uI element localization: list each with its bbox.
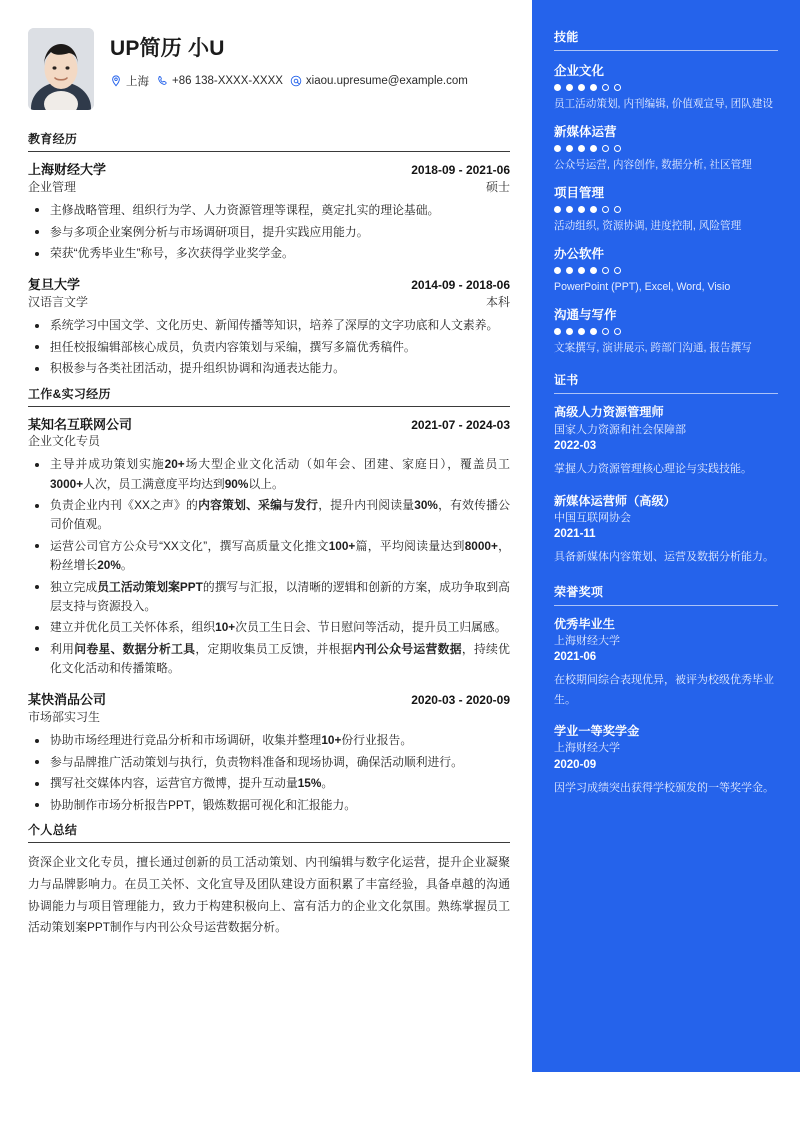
bullet-item: 主修战略管理、组织行为学、人力资源管理等课程，奠定扎实的理论基础。 <box>28 201 510 220</box>
skill-level-dot <box>554 267 561 274</box>
bullet-item: 参与多项企业案例分析与市场调研项目，提升实践应用能力。 <box>28 223 510 242</box>
skill-name: 企业文化 <box>554 64 605 78</box>
skill-level-dot <box>566 328 573 335</box>
entry-role: 市场部实习生 <box>28 709 101 724</box>
bullet-item: 参与品牌推广活动策划与执行，负责物料准备和现场协调，确保活动顺利进行。 <box>28 753 510 772</box>
award-date: 2020-09 <box>554 758 597 771</box>
work-entries <box>28 416 510 816</box>
skill-item <box>554 244 778 295</box>
entry-organization: 复旦大学 <box>28 277 81 293</box>
entry-subheader <box>28 433 510 450</box>
contact-email-text: xiaou.upresume@example.com <box>305 75 468 88</box>
page-title: UP简历 小U <box>110 37 225 60</box>
award-description: 因学习成绩突出获得学校颁发的一等奖学金。 <box>554 781 774 794</box>
skill-list <box>554 61 778 356</box>
skill-level-dot <box>590 145 597 152</box>
sidebar-title-certificates: 证书 <box>554 371 778 394</box>
bullet-item: 撰写社交媒体内容，运营官方微博，提升互动量15%。 <box>28 774 510 793</box>
entry-header <box>28 416 510 434</box>
avatar <box>28 28 94 110</box>
contact-location <box>110 73 149 89</box>
bullet-item: 系统学习中国文学、文化历史、新闻传播等知识，培养了深厚的文字功底和人文素养。 <box>28 316 510 335</box>
certificate-date: 2021-11 <box>554 528 596 541</box>
certificate-list <box>554 404 778 567</box>
skill-item <box>554 122 778 173</box>
award-name: 学业一等奖学金 <box>554 723 640 738</box>
sidebar-title-skills: 技能 <box>554 28 778 51</box>
skill-level-dot <box>614 328 621 335</box>
certificate-item <box>554 404 778 479</box>
entry-organization: 某知名互联网公司 <box>28 416 133 432</box>
bullet-item: 荣获“优秀毕业生”称号，多次获得学业奖学金。 <box>28 244 510 263</box>
bullet-item: 建立并优化员工关怀体系，组织10+次员工生日会、节日慰问等活动，提升员工归属感。 <box>28 618 510 637</box>
email-at-icon <box>290 75 302 87</box>
skill-level-dot <box>554 84 561 91</box>
skill-item <box>554 61 778 112</box>
skill-level-dot <box>554 145 561 152</box>
bullet-item: 协助市场经理进行竞品分析和市场调研，收集并整理10+份行业报告。 <box>28 731 510 750</box>
award-list <box>554 616 778 798</box>
location-pin-icon <box>110 75 122 87</box>
education-entries <box>28 161 510 379</box>
skill-level-dot <box>578 84 585 91</box>
award-item <box>554 616 778 710</box>
skill-level-dot <box>590 267 597 274</box>
skill-level-meter <box>554 267 778 274</box>
entry-date: 2014-09 - 2018-06 <box>411 278 510 293</box>
skill-level-dot <box>590 84 597 91</box>
skill-level-dot <box>578 267 585 274</box>
award-date: 2021-06 <box>554 651 597 664</box>
skill-name: 项目管理 <box>554 186 605 201</box>
entry-subheader <box>28 709 510 726</box>
entry-role: 汉语言文学 <box>28 294 89 309</box>
certificate-date: 2022-03 <box>554 440 597 453</box>
entry-degree: 硕士 <box>485 179 510 194</box>
contact-location-text: 上海 <box>126 76 149 89</box>
skill-level-dot <box>578 206 585 213</box>
skill-level-dot <box>602 206 609 213</box>
skill-level-dot <box>614 84 621 91</box>
skill-level-dot <box>566 267 573 274</box>
education-entry <box>28 161 510 263</box>
certificate-description: 掌握人力资源管理核心理论与实践技能。 <box>554 463 752 476</box>
entry-role: 企业文化专员 <box>28 434 101 449</box>
contact-list <box>110 73 510 89</box>
section-education <box>28 130 510 379</box>
contact-email <box>290 75 468 87</box>
skill-level-dot <box>578 145 585 152</box>
work-entry <box>28 416 510 679</box>
section-title-work: 工作&实习经历 <box>28 385 510 407</box>
skill-level-dot <box>554 328 561 335</box>
entry-bullets <box>28 201 510 263</box>
section-title-summary: 个人总结 <box>28 821 510 843</box>
work-entry <box>28 691 510 815</box>
skill-keywords: 文案撰写, 演讲展示, 跨部门沟通, 报告撰写 <box>554 342 752 355</box>
entry-bullets <box>28 731 510 815</box>
sidebar-section-skills <box>554 28 778 356</box>
entry-date: 2020-03 - 2020-09 <box>411 693 510 708</box>
skill-level-dot <box>554 206 561 213</box>
skill-level-dot <box>614 145 621 152</box>
entry-header <box>28 691 510 709</box>
skill-level-dot <box>602 267 609 274</box>
skill-level-dot <box>590 206 597 213</box>
skill-keywords: 公众号运营, 内容创作, 数据分析, 社区管理 <box>554 159 752 172</box>
bullet-item: 主导并成功策划实施20+场大型企业文化活动（如年会、团建、家庭日），覆盖员工3000+人次，员工满意度平均达到90%以上。 <box>28 455 510 493</box>
bullet-item: 负责企业内刊《XX之声》的内容策划、采编与发行，提升内刊阅读量30%，有效传播公司价值观。 <box>28 496 510 534</box>
skill-level-dot <box>566 145 573 152</box>
sidebar-title-awards: 荣誉奖项 <box>554 583 778 606</box>
sidebar-section-awards <box>554 583 778 798</box>
skill-item <box>554 183 778 234</box>
entry-header <box>28 161 510 179</box>
award-item <box>554 723 778 798</box>
education-entry <box>28 276 510 378</box>
entry-date: 2021-07 - 2024-03 <box>411 417 510 432</box>
award-name: 优秀毕业生 <box>554 616 615 631</box>
profile-header <box>28 28 510 110</box>
certificate-name: 高级人力资源管理师 <box>554 405 664 420</box>
entry-degree: 本科 <box>485 294 510 309</box>
entry-role: 企业管理 <box>28 179 77 194</box>
skill-item <box>554 305 778 356</box>
skill-level-dot <box>614 206 621 213</box>
skill-level-dot <box>602 84 609 91</box>
entry-bullets <box>28 455 510 678</box>
skill-level-dot <box>578 328 585 335</box>
section-summary <box>28 821 510 939</box>
certificate-organization: 国家人力资源和社会保障部 <box>554 423 686 436</box>
award-organization: 上海财经大学 <box>554 634 620 647</box>
skill-keywords: 活动组织, 资源协调, 进度控制, 风险管理 <box>554 220 742 233</box>
contact-phone-text: +86 138-XXXX-XXXX <box>172 75 283 88</box>
contact-phone <box>156 75 283 87</box>
award-organization: 上海财经大学 <box>554 742 620 755</box>
sidebar <box>532 0 800 1072</box>
certificate-description: 具备新媒体内容策划、运营及数据分析能力。 <box>554 551 774 564</box>
skill-level-dot <box>602 145 609 152</box>
skill-level-dot <box>614 267 621 274</box>
bullet-item: 积极参与各类社团活动，提升组织协调和沟通表达能力。 <box>28 359 510 378</box>
skill-name: 办公软件 <box>554 247 605 262</box>
entry-bullets <box>28 316 510 378</box>
skill-level-meter <box>554 84 778 91</box>
certificate-name: 新媒体运营师（高级） <box>554 493 676 508</box>
skill-keywords: 员工活动策划, 内刊编辑, 价值观宣导, 团队建设 <box>554 98 773 110</box>
entry-organization: 某快消品公司 <box>28 692 107 708</box>
skill-level-meter <box>554 328 778 335</box>
certificate-item <box>554 493 778 568</box>
summary-text: 资深企业文化专员，擅长通过创新的员工活动策划、内刊编辑与数字化运营，提升企业凝聚力与品牌影响力。在员工关怀、文化宣导及团队建设方面积累了丰富经验，具备卓越的沟通协调能力与项目管理能力，致力于构建积极向上、富有活力的企业文化氛围。熟练掌握员工活动策划案PPT制作与内刊公众号运营数据分析。 <box>28 855 510 935</box>
skill-level-dot <box>566 84 573 91</box>
award-description: 在校期间综合表现优异，被评为校级优秀毕业生。 <box>554 674 774 706</box>
entry-subheader <box>28 294 510 311</box>
certificate-organization: 中国互联网协会 <box>554 511 631 524</box>
skill-keywords: PowerPoint (PPT), Excel, Word, Visio <box>554 281 731 294</box>
skill-level-dot <box>590 328 597 335</box>
identity-block <box>110 28 510 89</box>
bullet-item: 利用问卷星、数据分析工具，定期收集员工反馈，并根据内刊公众号运营数据，持续优化文化活动和传播策略。 <box>28 640 510 678</box>
bullet-item: 运营公司官方公众号“XX文化”，撰写高质量文化推文100+篇，平均阅读量达到8000+，粉丝增长20%。 <box>28 537 510 575</box>
sidebar-section-certificates <box>554 371 778 567</box>
skill-name: 新媒体运营 <box>554 125 617 140</box>
skill-name: 沟通与写作 <box>554 308 617 323</box>
entry-date: 2018-09 - 2021-06 <box>411 163 510 177</box>
entry-organization: 上海财经大学 <box>28 162 107 177</box>
entry-subheader <box>28 179 510 196</box>
bullet-item: 协助制作市场分析报告PPT，锻炼数据可视化和汇报能力。 <box>28 796 510 815</box>
bullet-item: 担任校报编辑部核心成员，负责内容策划与采编，撰写多篇优秀稿件。 <box>28 338 510 357</box>
phone-icon <box>156 75 168 87</box>
section-title-education: 教育经历 <box>28 130 510 152</box>
entry-header <box>28 276 510 294</box>
section-work <box>28 385 510 816</box>
skill-level-meter <box>554 206 778 213</box>
skill-level-meter <box>554 145 778 152</box>
bullet-item: 独立完成员工活动策划案PPT的撰写与汇报，以清晰的逻辑和创新的方案，成功争取到高层支持与资源投入。 <box>28 578 510 616</box>
skill-level-dot <box>602 328 609 335</box>
skill-level-dot <box>566 206 573 213</box>
